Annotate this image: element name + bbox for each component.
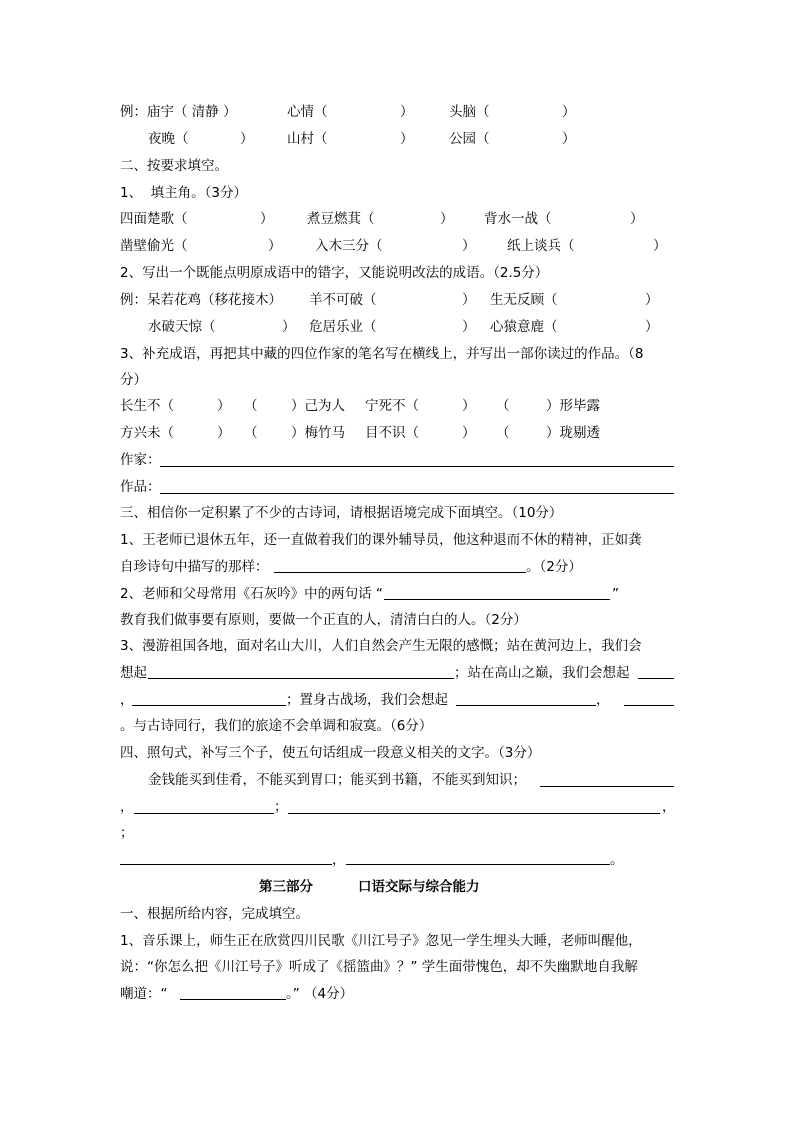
section4-title: 四、照句式，补写三个子，使五句话组成一段意义相关的文字。（3分） bbox=[120, 745, 541, 761]
q3-idiom-a-close: ） bbox=[217, 398, 231, 414]
q2-item-3: 水破天惊（ bbox=[148, 319, 216, 335]
section4-line2b: ； bbox=[274, 799, 288, 815]
q2-item-2-close: ） bbox=[645, 292, 659, 308]
q3-idiom-h-open: （ bbox=[496, 425, 510, 441]
q2-item-5: 心猿意鹿（ bbox=[490, 319, 558, 335]
example-mood-label: 心情（ bbox=[287, 104, 328, 120]
q3-idiom-e-close: ） bbox=[217, 425, 231, 441]
poem-answer-line-3[interactable] bbox=[148, 678, 454, 679]
writer-label: 作家： bbox=[120, 452, 161, 468]
idiom-3-close: ） bbox=[630, 211, 644, 227]
poem-answer-line-2[interactable] bbox=[384, 599, 610, 600]
section3-title: 三、相信你一定积累了不少的古诗词，请根据语境完成下面填空。（10分） bbox=[120, 505, 563, 521]
section4-line4b: 。 bbox=[610, 852, 624, 868]
section3-q3-line2a: 想起 bbox=[120, 665, 147, 681]
example-night-label: 夜晚（ bbox=[148, 131, 189, 147]
section3-q2-line1a: 2、老师和父母常用《石灰吟》中的两句话 “ bbox=[120, 586, 383, 602]
q3-idiom-d-open: （ bbox=[496, 398, 510, 414]
section4-line3: ； bbox=[120, 825, 134, 841]
joke-answer-line[interactable] bbox=[180, 999, 286, 1000]
poem-answer-line-1[interactable] bbox=[274, 572, 526, 573]
example-mind-label: 头脑（ bbox=[449, 104, 490, 120]
q3-idiom-b-open: （ bbox=[244, 398, 258, 414]
section2-q3-line2: 分） bbox=[120, 372, 147, 388]
sentence-answer-line-1a[interactable] bbox=[540, 786, 674, 787]
q2-item-2: 生无反顾（ bbox=[490, 292, 558, 308]
sentence-answer-line-1b[interactable] bbox=[134, 813, 274, 814]
writer-answer-line[interactable] bbox=[160, 466, 674, 467]
q3-idiom-f: ）梅竹马 bbox=[291, 425, 345, 441]
example-village-close: ） bbox=[400, 131, 414, 147]
works-label: 作品： bbox=[120, 479, 161, 495]
section2-q1: 1、 填主角。（3分） bbox=[120, 185, 248, 201]
idiom-1: 四面楚歌（ bbox=[120, 211, 188, 227]
example-park-close: ） bbox=[562, 131, 576, 147]
poem-answer-line-4b[interactable] bbox=[132, 705, 286, 706]
section3-q1-line2a: 自珍诗句中描写的那样： bbox=[120, 559, 269, 575]
section3-q1-line2b: 。（2分） bbox=[526, 559, 582, 575]
idiom-3: 背水一战（ bbox=[484, 211, 552, 227]
example-night-close: ） bbox=[240, 131, 254, 147]
part3-p2: 说：“你怎么把《川江号子》听成了《摇篮曲》？” 学生面带愧色，却不失幽默地自我解 bbox=[120, 959, 638, 975]
section3-q2-line2: 教育我们做事要有原则，要做一个正直的人，清清白白的人。（2分） bbox=[120, 612, 527, 628]
part3-q-title: 一、根据所给内容，完成填空。 bbox=[120, 906, 309, 922]
idiom-4-close: ） bbox=[268, 238, 282, 254]
example-mind-close: ） bbox=[562, 104, 576, 120]
q2-item-4-close: ） bbox=[462, 319, 476, 335]
section3-q3-line2b: ；站在高山之巅，我们会想起 bbox=[454, 665, 630, 681]
poem-answer-line-4a[interactable] bbox=[638, 678, 674, 679]
example-park-label: 公园（ bbox=[449, 131, 490, 147]
poem-answer-line-6a[interactable] bbox=[624, 705, 674, 706]
section2-q3-line1: 3、补充成语，再把其中藏的四位作家的笔名写在横线上，并写出一部你读过的作品。（8 bbox=[120, 346, 644, 362]
poem-answer-line-5[interactable] bbox=[456, 705, 596, 706]
section3-q3-line4: 。与古诗同行，我们的旅途不会单调和寂寞。（6分） bbox=[120, 718, 433, 734]
section3-q3-line3a: ， bbox=[120, 692, 134, 708]
q3-idiom-b: ）己为人 bbox=[291, 398, 345, 414]
section4-line4a: ， bbox=[332, 852, 346, 868]
q3-idiom-h: ）珑剔透 bbox=[546, 425, 600, 441]
section4-line2a: ， bbox=[120, 799, 134, 815]
section3-q1-line1: 1、王老师已退休五年，还一直做着我们的课外辅导员，他这种退而不休的精神，正如龚 bbox=[120, 532, 642, 548]
part3-title-b: 口语交际与综合能力 bbox=[358, 879, 480, 895]
part3-p3b: 。” （4分） bbox=[286, 986, 354, 1002]
example-temple: 例：庙宇（ 清静 ） bbox=[120, 104, 237, 120]
q3-idiom-e: 方兴未（ bbox=[120, 425, 174, 441]
idiom-5-close: ） bbox=[462, 238, 476, 254]
q2-item-5-close: ） bbox=[645, 319, 659, 335]
idiom-2: 煮豆燃萁（ bbox=[307, 211, 375, 227]
section2-q2: 2、写出一个既能点明原成语中的错字，又能说明改法的成语。（2.5分） bbox=[120, 265, 549, 281]
part3-title-a: 第三部分 bbox=[259, 879, 313, 895]
q3-idiom-g-close: ） bbox=[462, 425, 476, 441]
sentence-answer-line-2a[interactable] bbox=[288, 813, 660, 814]
q3-idiom-d: ）形毕露 bbox=[546, 398, 600, 414]
q3-idiom-g: 目不识（ bbox=[365, 425, 419, 441]
example-village-label: 山村（ bbox=[287, 131, 328, 147]
part3-p3a: 嘲道：“ bbox=[120, 986, 168, 1002]
idiom-2-close: ） bbox=[440, 211, 454, 227]
works-answer-line[interactable] bbox=[160, 493, 674, 494]
section2-title: 二、按要求填空。 bbox=[120, 158, 228, 174]
section3-q2-line1b: ” bbox=[612, 586, 619, 602]
q2-example: 例：呆若花鸡（移花接木） bbox=[120, 292, 282, 308]
section3-q3-line3c: ， bbox=[596, 692, 610, 708]
idiom-4: 凿壁偷光（ bbox=[120, 238, 188, 254]
example-mood-close: ） bbox=[400, 104, 414, 120]
idiom-1-close: ） bbox=[260, 211, 274, 227]
q3-idiom-a: 长生不（ bbox=[120, 398, 174, 414]
idiom-6: 纸上谈兵（ bbox=[507, 238, 575, 254]
sentence-answer-line-3[interactable] bbox=[346, 864, 610, 865]
sentence-answer-line-2b[interactable] bbox=[120, 864, 332, 865]
q2-item-1-close: ） bbox=[462, 292, 476, 308]
q3-idiom-f-open: （ bbox=[244, 425, 258, 441]
q2-item-4: 危居乐业（ bbox=[309, 319, 377, 335]
section3-q3-line1: 3、漫游祖国各地，面对名山大川，人们自然会产生无限的感慨；站在黄河边上，我们会 bbox=[120, 638, 642, 654]
idiom-6-close: ） bbox=[653, 238, 667, 254]
section3-q3-line3b: ；置身古战场，我们会想起 bbox=[286, 692, 448, 708]
q3-idiom-c: 宁死不（ bbox=[365, 398, 419, 414]
q2-item-1: 羊不可破（ bbox=[309, 292, 377, 308]
q3-idiom-c-close: ） bbox=[462, 398, 476, 414]
section4-line2c: ， bbox=[662, 799, 676, 815]
idiom-5: 入木三分（ bbox=[315, 238, 383, 254]
q2-item-3-close: ） bbox=[282, 319, 296, 335]
part3-p1: 1、音乐课上，师生正在欣赏四川民歌《川江号子》忽见一学生埋头大睡，老师叫醒他， bbox=[120, 933, 642, 949]
section4-line1: 金钱能买到佳肴，不能买到胃口；能买到书籍，不能买到知识； bbox=[148, 772, 526, 788]
